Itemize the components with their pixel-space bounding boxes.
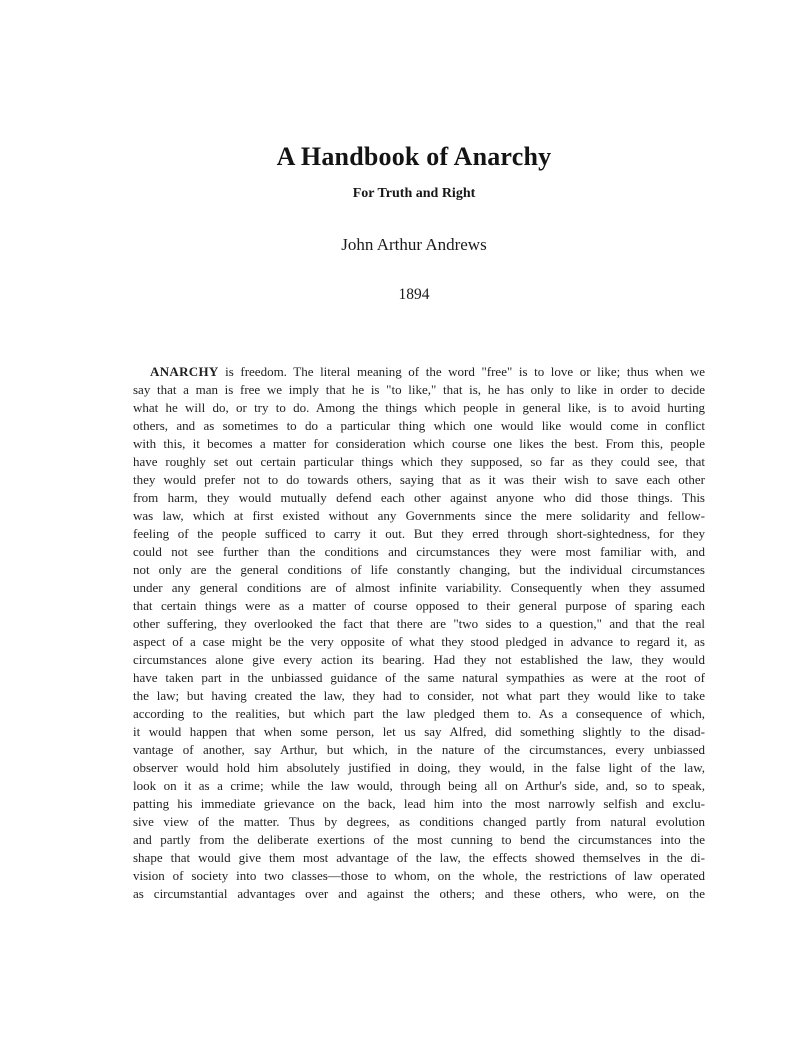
document-year: 1894 (398, 286, 430, 303)
text-line: not only are the general conditions of life constantly changing, but the individual circumstances (133, 562, 705, 577)
text-line: have taken part in the unbiassed guidance of the same natural sympathies as were at the root of (133, 670, 705, 685)
text-line: under any general conditions are of almost infinite variability. Consequently when they assumed (133, 580, 705, 595)
text-line: as circumstantial advantages over and against the others; and these others, who were, on the (133, 886, 705, 901)
text-line: shape that would give them most advantage of the law, the effects showed themselves in the di- (133, 850, 705, 865)
text-line: patting his immediate grievance on the back, lead him into the most narrowly selfish and exclu- (133, 796, 705, 811)
text-line: vision of society into two classes—those to whom, on the whole, the restrictions of law operated (133, 868, 705, 883)
text-line: have roughly set out certain particular things which they supposed, so far as they could see, that (133, 454, 705, 469)
text-line-rest: is freedom. The literal meaning of the word "free" is to love or like; thus when we (218, 364, 705, 379)
body-text (133, 363, 705, 903)
text-line: circumstances alone give every action its bearing. Had they not established the law, they would (133, 652, 705, 667)
lead-word: ANARCHY (150, 364, 219, 379)
text-line: according to the realities, but which part the law pledged them to. As a consequence of which, (133, 706, 705, 721)
text-line: feeling of the people sufficed to carry it out. But they erred through short-sightedness, for they (133, 526, 705, 541)
text-line: aspect of a case might be the very opposite of what they stood pledged in advance to regard it, as (133, 634, 705, 649)
text-line: could not see further than the conditions and circumstances they were most familiar with, and (133, 544, 705, 559)
text-line: with this, it becomes a matter for consideration which course one likes the best. From this, people (133, 436, 705, 451)
text-line: and partly from the deliberate exertions of the most cunning to bend the circumstances into the (133, 832, 705, 847)
text-line: observer would hold him absolutely justified in doing, they would, in the false light of the law, (133, 760, 705, 775)
text-line (133, 363, 705, 381)
document-author: John Arthur Andrews (341, 235, 487, 254)
text-line: other suffering, they overlooked the fact that there are "two sides to a question," and that the real (133, 616, 705, 631)
text-line: they would prefer not to do towards others, saying that as it was their wish to save each other (133, 472, 705, 487)
page-title: A Handbook of Anarchy (276, 142, 552, 171)
text-line: the law; but having created the law, they had to consider, not what part they would like to take (133, 688, 705, 703)
text-line: that certain things were as a matter of course opposed to their general purpose of sparing each (133, 598, 705, 613)
text-line: it would happen that when some person, let us say Alfred, did something slightly to the disad- (133, 724, 705, 739)
text-line: from harm, they would mutually defend each other against anyone who did those things. This (133, 490, 705, 505)
text-line: look on it as a crime; while the law would, through being all on Arthur's side, and, so to speak, (133, 778, 705, 793)
document-subtitle: For Truth and Right (352, 186, 476, 201)
text-line: say that a man is free we imply that he is "to like," that is, he has only to like in order to decide (133, 382, 705, 397)
text-line: others, and as sometimes to do a particular thing which one would like would come in conflict (133, 418, 705, 433)
text-line: what he will do, or try to do. Among the things which people in general like, is to avoid hurting (133, 400, 705, 415)
text-line: vantage of another, say Arthur, but which, in the nature of the circumstances, every unbiassed (133, 742, 705, 757)
text-line: sive view of the matter. Thus by degrees, as conditions changed partly from natural evolution (133, 814, 705, 829)
text-line: was law, which at first existed without any Governments since the mere solidarity and fellow- (133, 508, 705, 523)
title-block (128, 0, 700, 304)
